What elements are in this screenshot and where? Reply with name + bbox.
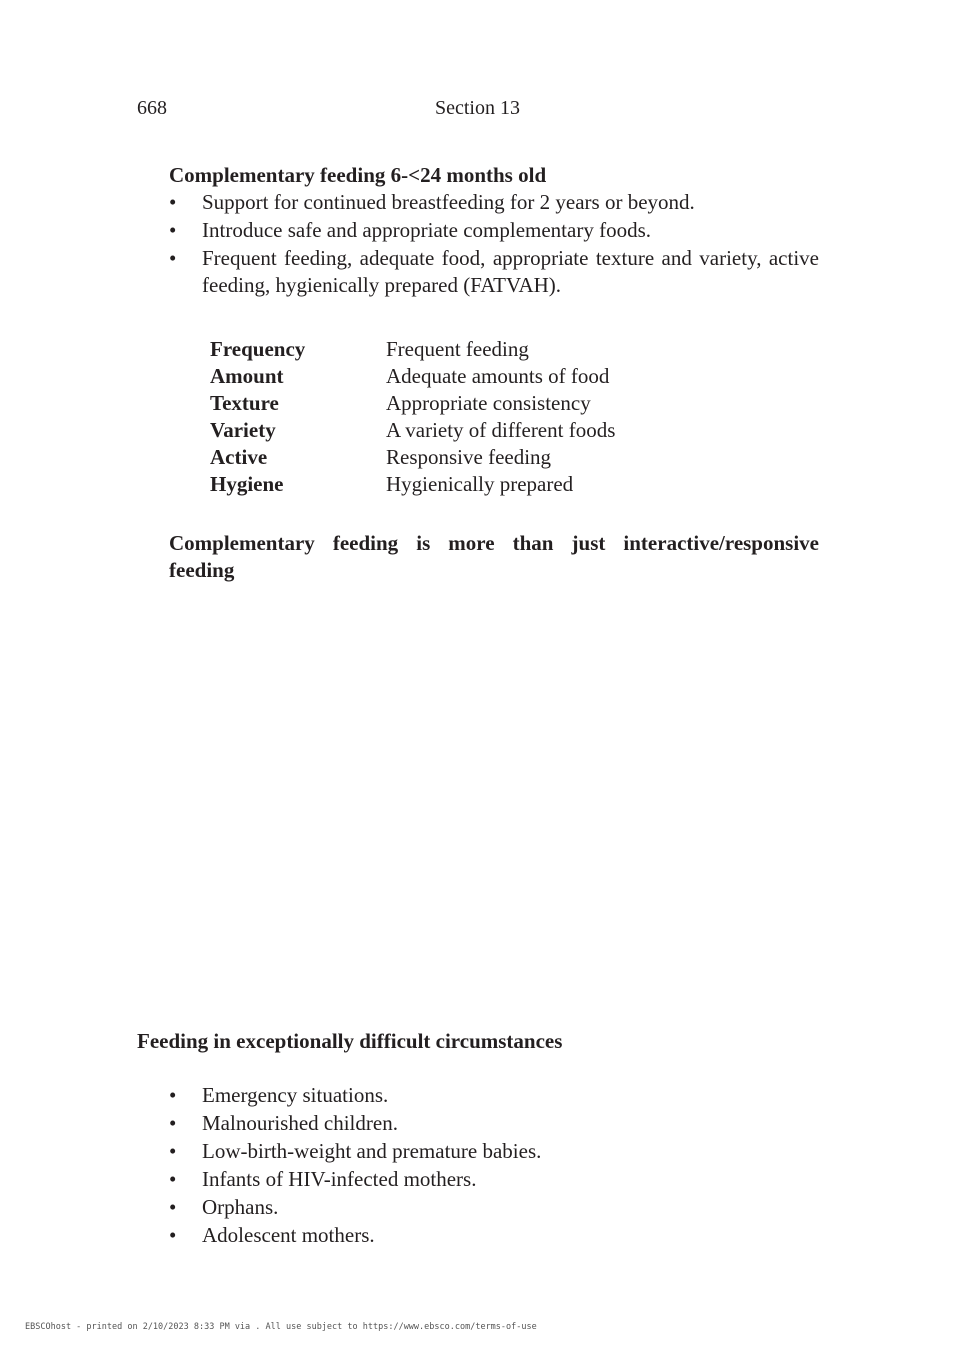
complementary-feeding-note (169, 530, 819, 584)
table-row (210, 444, 615, 471)
table-term: Hygiene (210, 472, 284, 496)
bullet-icon: • (169, 1111, 177, 1135)
list-item (169, 245, 819, 299)
running-head: Section 13 (435, 97, 520, 119)
list-item-text: Introduce safe and appropriate complementary foods. (202, 218, 651, 242)
list-item (169, 1082, 819, 1109)
list-item (169, 189, 819, 216)
table-description: Adequate amounts of food (386, 364, 610, 388)
table-term: Amount (210, 364, 284, 388)
table-row (210, 390, 615, 417)
table-term: Frequency (210, 337, 306, 361)
table-row (210, 471, 615, 498)
list-item-text: Emergency situations. (202, 1083, 389, 1107)
list-item (169, 1110, 819, 1137)
list-item-text: Low-birth-weight and premature babies. (202, 1139, 542, 1163)
difficult-circumstances-list (169, 1082, 819, 1249)
bullet-icon: • (169, 1223, 177, 1247)
list-item (169, 1222, 819, 1249)
list-item (169, 217, 819, 244)
bullet-icon: • (169, 1139, 177, 1163)
list-item-text: Infants of HIV-infected mothers. (202, 1167, 477, 1191)
table-term: Texture (210, 391, 279, 415)
bullet-icon: • (169, 1083, 177, 1107)
table-term: Variety (210, 418, 276, 442)
list-item-text: Malnourished children. (202, 1111, 398, 1135)
list-item (169, 1138, 819, 1165)
list-item (169, 1166, 819, 1193)
bullet-icon: • (169, 246, 177, 270)
table-row (210, 363, 615, 390)
page-number: 668 (137, 97, 167, 119)
table-row (210, 336, 615, 363)
fatvah-table (210, 336, 615, 498)
table-row (210, 417, 615, 444)
table-description: Appropriate consistency (386, 391, 591, 415)
complementary-feeding-section (169, 162, 819, 300)
bullet-icon: • (169, 190, 177, 214)
table-description: Responsive feeding (386, 445, 552, 469)
complementary-feeding-heading: Complementary feeding 6-<24 months old (169, 163, 547, 187)
complementary-feeding-list (169, 189, 819, 299)
table-description: Hygienically prepared (386, 472, 574, 496)
list-item-text: Orphans. (202, 1195, 279, 1219)
print-footer: EBSCOhost - printed on 2/10/2023 8:33 PM via . All use subject to https://www.ebsco.com/terms-of-use (25, 1322, 537, 1332)
list-item-text: Support for continued breastfeeding for 2 years or beyond. (202, 190, 695, 214)
bullet-icon: • (169, 218, 177, 242)
note-line-1: Complementary feeding is more than just interactive/responsive (169, 531, 819, 555)
list-item (169, 1194, 819, 1221)
list-item-text: Adolescent mothers. (202, 1223, 375, 1247)
list-item-text: Frequent feeding, adequate food, appropriate texture and variety, active feeding, hygienically prepared (FATVAH). (202, 246, 819, 297)
table-term: Active (210, 445, 268, 469)
difficult-circumstances-heading: Feeding in exceptionally difficult circumstances (137, 1029, 563, 1053)
bullet-icon: • (169, 1195, 177, 1219)
table-description: A variety of different foods (386, 418, 616, 442)
note-line-2: feeding (169, 558, 235, 582)
bullet-icon: • (169, 1167, 177, 1191)
difficult-circumstances-section (169, 1082, 819, 1250)
table-description: Frequent feeding (386, 337, 529, 361)
